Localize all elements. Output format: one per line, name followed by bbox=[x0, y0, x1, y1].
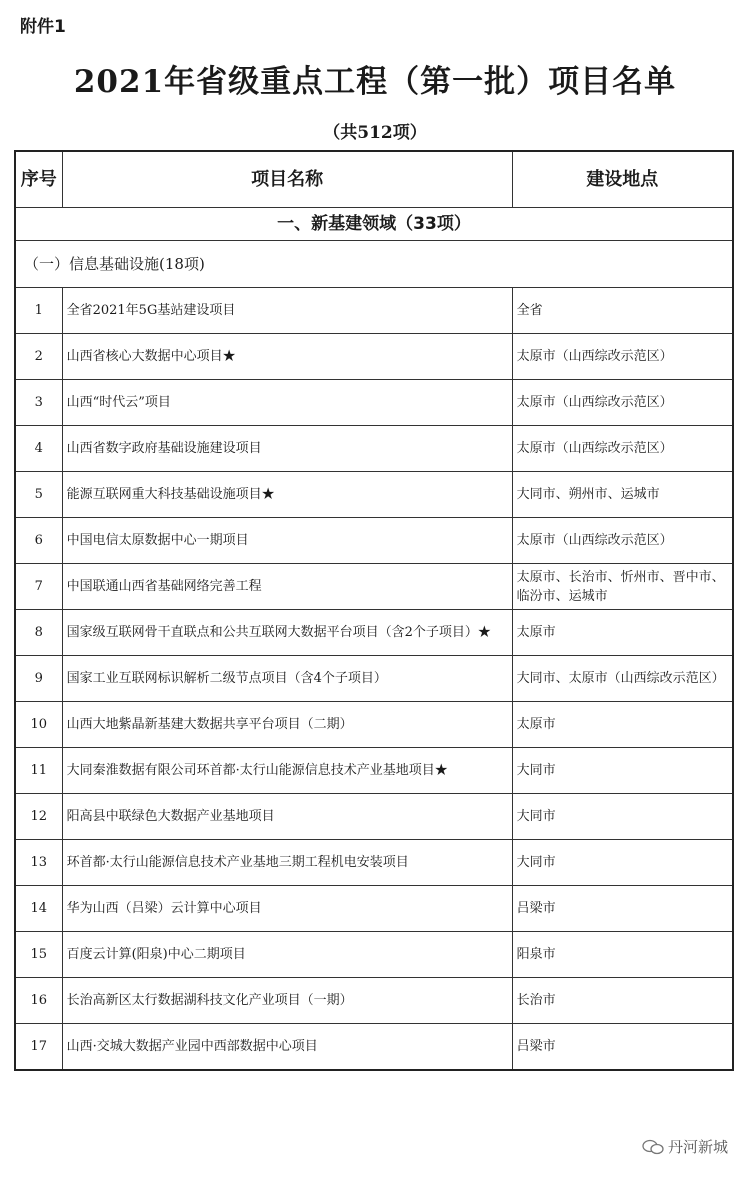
row-location: 太原市（山西综改示范区） bbox=[512, 426, 733, 472]
row-project-name: 山西“时代云”项目 bbox=[62, 380, 512, 426]
row-number: 13 bbox=[15, 840, 62, 886]
row-location: 太原市（山西综改示范区） bbox=[512, 380, 733, 426]
watermark-text: 丹河新城 bbox=[667, 1138, 728, 1156]
row-number: 15 bbox=[15, 932, 62, 978]
row-location: 大同市、朔州市、运城市 bbox=[512, 472, 733, 518]
row-number: 12 bbox=[15, 794, 62, 840]
table-row bbox=[15, 886, 733, 932]
row-location: 长治市 bbox=[512, 978, 733, 1024]
watermark bbox=[642, 1136, 728, 1157]
attachment-label: 附件1 bbox=[20, 17, 66, 37]
table-row bbox=[15, 794, 733, 840]
row-location: 吕梁市 bbox=[512, 1024, 733, 1071]
row-location: 大同市 bbox=[512, 794, 733, 840]
row-project-name: 能源互联网重大科技基础设施项目★ bbox=[62, 472, 512, 518]
row-number: 11 bbox=[15, 748, 62, 794]
row-number: 5 bbox=[15, 472, 62, 518]
row-project-name: 百度云计算(阳泉)中心二期项目 bbox=[62, 932, 512, 978]
row-number: 2 bbox=[15, 334, 62, 380]
table-row bbox=[15, 288, 733, 334]
row-number: 1 bbox=[15, 288, 62, 334]
document-title: 2021年省级重点工程（第一批）项目名单 bbox=[73, 64, 677, 100]
section-row bbox=[15, 208, 733, 241]
table-row bbox=[15, 840, 733, 886]
row-number: 8 bbox=[15, 610, 62, 656]
table-row bbox=[15, 564, 733, 610]
table-row bbox=[15, 702, 733, 748]
table-row bbox=[15, 932, 733, 978]
row-location: 吕梁市 bbox=[512, 886, 733, 932]
row-location: 太原市、长治市、忻州市、晋中市、临汾市、运城市 bbox=[512, 564, 733, 610]
row-location: 阳泉市 bbox=[512, 932, 733, 978]
table-row bbox=[15, 656, 733, 702]
row-number: 16 bbox=[15, 978, 62, 1024]
document-subtitle: （共512项） bbox=[323, 123, 427, 143]
row-location: 太原市 bbox=[512, 610, 733, 656]
row-location: 大同市、太原市（山西综改示范区） bbox=[512, 656, 733, 702]
header-project-name: 项目名称 bbox=[62, 151, 512, 208]
row-location: 全省 bbox=[512, 288, 733, 334]
row-location: 大同市 bbox=[512, 840, 733, 886]
row-location: 太原市 bbox=[512, 702, 733, 748]
table-row bbox=[15, 748, 733, 794]
table-header-row bbox=[15, 151, 733, 208]
row-number: 3 bbox=[15, 380, 62, 426]
row-project-name: 长治高新区太行数据湖科技文化产业项目（一期） bbox=[62, 978, 512, 1024]
row-number: 17 bbox=[15, 1024, 62, 1071]
table-row bbox=[15, 472, 733, 518]
table-row bbox=[15, 380, 733, 426]
row-project-name: 华为山西（吕梁）云计算中心项目 bbox=[62, 886, 512, 932]
row-project-name: 全省2021年5G基站建设项目 bbox=[62, 288, 512, 334]
header-location: 建设地点 bbox=[512, 151, 733, 208]
table-row bbox=[15, 978, 733, 1024]
row-project-name: 大同秦淮数据有限公司环首都·太行山能源信息技术产业基地项目★ bbox=[62, 748, 512, 794]
row-project-name: 中国联通山西省基础网络完善工程 bbox=[62, 564, 512, 610]
row-project-name: 阳高县中联绿色大数据产业基地项目 bbox=[62, 794, 512, 840]
table-row bbox=[15, 1024, 733, 1071]
row-number: 10 bbox=[15, 702, 62, 748]
header-number: 序号 bbox=[15, 151, 62, 208]
table-row bbox=[15, 334, 733, 380]
row-project-name: 环首都·太行山能源信息技术产业基地三期工程机电安装项目 bbox=[62, 840, 512, 886]
section-title: 一、新基建领域（33项） bbox=[15, 208, 733, 241]
row-number: 7 bbox=[15, 564, 62, 610]
row-number: 4 bbox=[15, 426, 62, 472]
row-number: 6 bbox=[15, 518, 62, 564]
table-row bbox=[15, 610, 733, 656]
wechat-icon bbox=[642, 1139, 664, 1155]
row-project-name: 中国电信太原数据中心一期项目 bbox=[62, 518, 512, 564]
subsection-title: （一）信息基础设施(18项) bbox=[15, 241, 733, 288]
row-project-name: 山西大地紫晶新基建大数据共享平台项目（二期） bbox=[62, 702, 512, 748]
row-project-name: 国家级互联网骨干直联点和公共互联网大数据平台项目（含2个子项目）★ bbox=[62, 610, 512, 656]
project-table bbox=[14, 150, 734, 1071]
row-location: 太原市（山西综改示范区） bbox=[512, 518, 733, 564]
row-number: 9 bbox=[15, 656, 62, 702]
row-location: 太原市（山西综改示范区） bbox=[512, 334, 733, 380]
row-project-name: 山西·交城大数据产业园中西部数据中心项目 bbox=[62, 1024, 512, 1071]
row-project-name: 国家工业互联网标识解析二级节点项目（含4个子项目） bbox=[62, 656, 512, 702]
row-number: 14 bbox=[15, 886, 62, 932]
row-project-name: 山西省核心大数据中心项目★ bbox=[62, 334, 512, 380]
row-project-name: 山西省数字政府基础设施建设项目 bbox=[62, 426, 512, 472]
table-row bbox=[15, 518, 733, 564]
table-row bbox=[15, 426, 733, 472]
subsection-row bbox=[15, 241, 733, 288]
row-location: 大同市 bbox=[512, 748, 733, 794]
